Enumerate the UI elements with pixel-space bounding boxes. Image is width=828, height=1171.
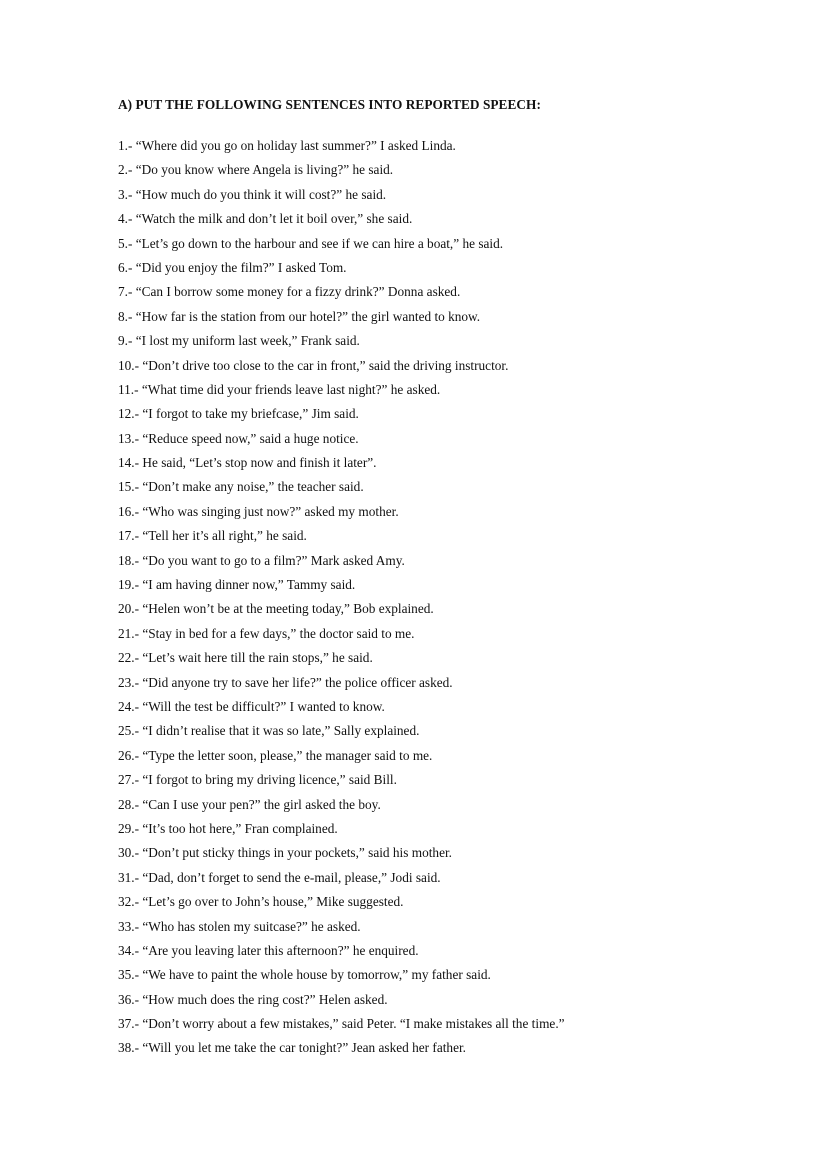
sentence-item: 27.- “I forgot to bring my driving licence,” said Bill.	[118, 772, 397, 788]
sentence-item: 3.- “How much do you think it will cost?” he said.	[118, 186, 387, 202]
sentence-item: 19.- “I am having dinner now,” Tammy said.	[118, 577, 356, 593]
sentence-item: 33.- “Who has stolen my suitcase?” he asked.	[118, 918, 361, 934]
sentence-item: 36.- “How much does the ring cost?” Helen asked.	[118, 991, 388, 1007]
sentence-item: 17.- “Tell her it’s all right,” he said.	[118, 528, 307, 544]
sentence-item: 12.- “I forgot to take my briefcase,” Jim said.	[118, 406, 359, 422]
sentence-item: 29.- “It’s too hot here,” Fran complained.	[118, 820, 338, 836]
sentence-item: 30.- “Don’t put sticky things in your pockets,” said his mother.	[118, 845, 452, 861]
sentence-item: 6.- “Did you enjoy the film?” I asked Tom.	[118, 259, 347, 275]
sentence-item: 18.- “Do you want to go to a film?” Mark asked Amy.	[118, 552, 405, 568]
sentence-item: 24.- “Will the test be difficult?” I wanted to know.	[118, 698, 385, 714]
sentence-item: 16.- “Who was singing just now?” asked my mother.	[118, 503, 399, 519]
sentence-item: 2.- “Do you know where Angela is living?” he said.	[118, 162, 394, 178]
sentence-item: 26.- “Type the letter soon, please,” the manager said to me.	[118, 747, 433, 763]
sentence-item: 20.- “Helen won’t be at the meeting today,” Bob explained.	[118, 601, 434, 617]
sentence-list	[118, 137, 565, 1064]
sentence-item: 37.- “Don’t worry about a few mistakes,” said Peter. “I make mistakes all the time.”	[118, 1016, 565, 1032]
sentence-item: 34.- “Are you leaving later this afternoon?” he enquired.	[118, 942, 419, 958]
sentence-item: 4.- “Watch the milk and don’t let it boil over,” she said.	[118, 211, 413, 227]
sentence-item: 15.- “Don’t make any noise,” the teacher said.	[118, 479, 364, 495]
sentence-item: 8.- “How far is the station from our hotel?” the girl wanted to know.	[118, 308, 481, 324]
sentence-item: 23.- “Did anyone try to save her life?” the police officer asked.	[118, 674, 453, 690]
sentence-item: 22.- “Let’s wait here till the rain stops,” he said.	[118, 650, 373, 666]
sentence-item: 32.- “Let’s go over to John’s house,” Mike suggested.	[118, 894, 404, 910]
sentence-item: 5.- “Let’s go down to the harbour and see if we can hire a boat,” he said.	[118, 235, 504, 251]
sentence-item: 11.- “What time did your friends leave last night?” he asked.	[118, 381, 441, 397]
sentence-item: 38.- “Will you let me take the car tonight?” Jean asked her father.	[118, 1040, 466, 1056]
sentence-item: 1.- “Where did you go on holiday last summer?” I asked Linda.	[118, 138, 456, 153]
sentence-item: 35.- “We have to paint the whole house by tomorrow,” my father said.	[118, 967, 491, 983]
sentence-item: 10.- “Don’t drive too close to the car in front,” said the driving instructor.	[118, 357, 509, 373]
sentence-item: 7.- “Can I borrow some money for a fizzy drink?” Donna asked.	[118, 284, 461, 300]
sentence-item: 9.- “I lost my uniform last week,” Frank said.	[118, 333, 360, 349]
sentence-item: 25.- “I didn’t realise that it was so late,” Sally explained.	[118, 723, 420, 739]
sentence-item: 28.- “Can I use your pen?” the girl asked the boy.	[118, 796, 381, 812]
sentence-item: 31.- “Dad, don’t forget to send the e-mail, please,” Jodi said.	[118, 869, 441, 885]
sentence-item: 14.- He said, “Let’s stop now and finish it later”.	[118, 455, 377, 471]
sentence-item: 13.- “Reduce speed now,” said a huge notice.	[118, 430, 359, 446]
sentence-item: 21.- “Stay in bed for a few days,” the doctor said to me.	[118, 625, 415, 641]
exercise-heading: A) PUT THE FOLLOWING SENTENCES INTO REPORTED SPEECH:	[118, 97, 541, 112]
